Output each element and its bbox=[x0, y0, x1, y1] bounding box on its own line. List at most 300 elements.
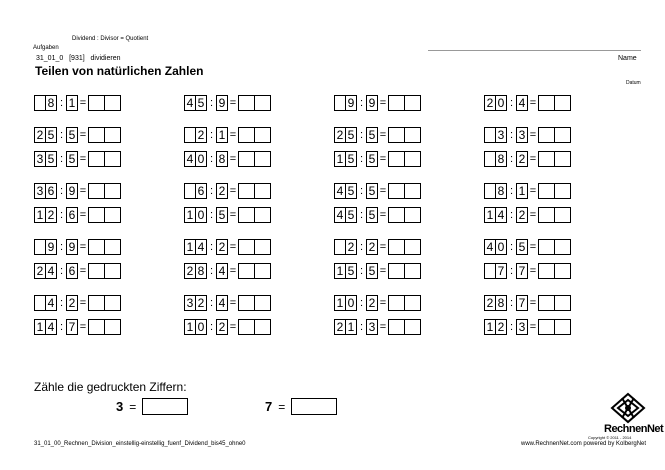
dividend-digit: 4 bbox=[334, 207, 346, 223]
divisor-digit: 5 bbox=[66, 151, 78, 167]
dividend-digit: 0 bbox=[496, 239, 507, 255]
dividend-digit: 4 bbox=[484, 239, 496, 255]
equals-sign: = bbox=[529, 241, 537, 253]
dividend-digit: 8 bbox=[496, 183, 507, 199]
divisor-digit: 5 bbox=[516, 239, 528, 255]
footer-site: www.RechnenNet.com powered by KolbergNet bbox=[521, 441, 647, 447]
exercise bbox=[34, 183, 121, 199]
division-sign: : bbox=[209, 297, 214, 309]
divisor-digit: 2 bbox=[66, 295, 78, 311]
answer-box[interactable] bbox=[555, 127, 571, 143]
equals-sign: = bbox=[79, 185, 87, 197]
divisor-digit: 9 bbox=[216, 95, 228, 111]
answer-box[interactable] bbox=[105, 239, 121, 255]
division-sign: : bbox=[509, 297, 514, 309]
answer-boxes bbox=[88, 95, 121, 111]
dividend-digit bbox=[484, 127, 496, 143]
rechnennet-logo-icon bbox=[610, 392, 646, 424]
answer-boxes bbox=[388, 183, 421, 199]
answer-box[interactable] bbox=[105, 263, 121, 279]
dividend-digit: 1 bbox=[334, 151, 346, 167]
divisor-digit: 5 bbox=[366, 207, 378, 223]
answer-box[interactable] bbox=[255, 319, 271, 335]
division-sign: : bbox=[359, 321, 364, 333]
answer-box[interactable] bbox=[88, 295, 105, 311]
name-label: Name bbox=[618, 55, 637, 62]
dividend-digit: 4 bbox=[196, 239, 207, 255]
exercise bbox=[484, 263, 571, 279]
dividend-digit: 5 bbox=[346, 151, 357, 167]
equals-sign: = bbox=[379, 241, 387, 253]
dividend-digit: 3 bbox=[184, 295, 196, 311]
exercise bbox=[334, 207, 421, 223]
dividend-digit: 4 bbox=[496, 207, 507, 223]
divisor-digit: 6 bbox=[66, 263, 78, 279]
dividend-digit bbox=[34, 239, 46, 255]
answer-box[interactable] bbox=[105, 127, 121, 143]
exercise bbox=[484, 183, 571, 199]
answer-box[interactable] bbox=[555, 239, 571, 255]
division-sign: : bbox=[359, 129, 364, 141]
answer-boxes bbox=[238, 207, 271, 223]
equals-sign: = bbox=[229, 153, 237, 165]
answer-box[interactable] bbox=[255, 95, 271, 111]
answer-box[interactable] bbox=[255, 151, 271, 167]
dividend-digit: 0 bbox=[196, 207, 207, 223]
answer-box[interactable] bbox=[388, 151, 405, 167]
division-sign: : bbox=[59, 241, 64, 253]
dividend-digit: 4 bbox=[46, 295, 57, 311]
answer-box[interactable] bbox=[538, 239, 555, 255]
equals-sign: = bbox=[79, 129, 87, 141]
equals-sign: = bbox=[229, 241, 237, 253]
dividend-digit bbox=[484, 151, 496, 167]
dividend-digit: 5 bbox=[46, 127, 57, 143]
divisor-digit: 7 bbox=[516, 263, 528, 279]
count-digit: 3 bbox=[116, 399, 124, 414]
equals-sign: = bbox=[379, 209, 387, 221]
answer-box[interactable] bbox=[105, 319, 121, 335]
answer-box[interactable] bbox=[388, 295, 405, 311]
answer-box[interactable] bbox=[388, 263, 405, 279]
answer-box[interactable] bbox=[255, 207, 271, 223]
dividend-digit: 1 bbox=[34, 319, 46, 335]
equals-sign: = bbox=[229, 185, 237, 197]
division-sign: : bbox=[209, 153, 214, 165]
answer-box[interactable] bbox=[255, 263, 271, 279]
answer-box[interactable] bbox=[538, 207, 555, 223]
equals-sign: = bbox=[229, 265, 237, 277]
dividend-digit bbox=[484, 183, 496, 199]
answer-boxes bbox=[388, 239, 421, 255]
answer-box[interactable] bbox=[405, 207, 421, 223]
dividend-digit bbox=[34, 95, 46, 111]
divisor-digit: 5 bbox=[366, 151, 378, 167]
divisor-digit: 2 bbox=[216, 239, 228, 255]
dividend-digit: 3 bbox=[496, 127, 507, 143]
dividend-digit bbox=[334, 239, 346, 255]
answer-box[interactable] bbox=[388, 207, 405, 223]
dividend-digit: 2 bbox=[496, 319, 507, 335]
exercise bbox=[334, 151, 421, 167]
answer-box[interactable] bbox=[405, 151, 421, 167]
answer-box[interactable] bbox=[238, 319, 255, 335]
answer-box[interactable] bbox=[538, 183, 555, 199]
answer-boxes bbox=[388, 319, 421, 335]
exercise bbox=[334, 127, 421, 143]
dividend-digit: 0 bbox=[196, 151, 207, 167]
division-sign: : bbox=[359, 265, 364, 277]
dividend-digit: 1 bbox=[334, 295, 346, 311]
answer-box[interactable] bbox=[255, 127, 271, 143]
exercise bbox=[334, 183, 421, 199]
divisor-digit: 5 bbox=[366, 183, 378, 199]
answer-box[interactable] bbox=[88, 239, 105, 255]
equals-sign: = bbox=[79, 241, 87, 253]
answer-boxes bbox=[238, 239, 271, 255]
answer-boxes bbox=[538, 207, 571, 223]
equals-sign: = bbox=[379, 129, 387, 141]
answer-box[interactable] bbox=[555, 319, 571, 335]
exercise bbox=[184, 151, 271, 167]
dividend-digit: 4 bbox=[334, 183, 346, 199]
answer-box[interactable] bbox=[538, 151, 555, 167]
divisor-digit: 3 bbox=[516, 319, 528, 335]
exercise bbox=[484, 95, 571, 111]
count-answer-box[interactable] bbox=[142, 398, 188, 415]
dividend-digit: 2 bbox=[334, 127, 346, 143]
answer-box[interactable] bbox=[238, 127, 255, 143]
formula-hint: Dividend : Divisor = Quotient bbox=[72, 36, 149, 42]
division-sign: : bbox=[59, 129, 64, 141]
division-sign: : bbox=[59, 265, 64, 277]
answer-box[interactable] bbox=[538, 263, 555, 279]
division-sign: : bbox=[509, 97, 514, 109]
count-item-3 bbox=[116, 398, 188, 415]
answer-boxes bbox=[88, 127, 121, 143]
answer-box[interactable] bbox=[105, 183, 121, 199]
division-sign: : bbox=[509, 321, 514, 333]
answer-boxes bbox=[238, 127, 271, 143]
answer-box[interactable] bbox=[88, 127, 105, 143]
answer-box[interactable] bbox=[405, 263, 421, 279]
answer-box[interactable] bbox=[238, 151, 255, 167]
divisor-digit: 7 bbox=[66, 319, 78, 335]
equals-sign: = bbox=[229, 209, 237, 221]
equals-sign: = bbox=[79, 265, 87, 277]
logo-text: RechnenNet bbox=[604, 423, 664, 435]
divisor-digit: 1 bbox=[516, 183, 528, 199]
answer-box[interactable] bbox=[238, 95, 255, 111]
equals-sign: = bbox=[529, 153, 537, 165]
answer-box[interactable] bbox=[105, 295, 121, 311]
answer-box[interactable] bbox=[555, 151, 571, 167]
dividend-digit: 1 bbox=[484, 207, 496, 223]
exercise bbox=[484, 319, 571, 335]
dividend-digit: 5 bbox=[46, 151, 57, 167]
exercise bbox=[184, 295, 271, 311]
division-sign: : bbox=[59, 209, 64, 221]
dividend-digit: 8 bbox=[196, 263, 207, 279]
equals-sign: = bbox=[379, 321, 387, 333]
dividend-digit: 1 bbox=[184, 319, 196, 335]
answer-box[interactable] bbox=[255, 239, 271, 255]
divisor-digit: 5 bbox=[366, 127, 378, 143]
equals-sign: = bbox=[529, 297, 537, 309]
answer-boxes bbox=[538, 319, 571, 335]
date-label: Datum bbox=[626, 80, 641, 86]
dividend-digit: 5 bbox=[196, 95, 207, 111]
answer-box[interactable] bbox=[388, 183, 405, 199]
answer-boxes bbox=[238, 263, 271, 279]
answer-box[interactable] bbox=[255, 183, 271, 199]
dividend-digit: 5 bbox=[346, 263, 357, 279]
division-sign: : bbox=[359, 153, 364, 165]
answer-box[interactable] bbox=[105, 95, 121, 111]
answer-box[interactable] bbox=[538, 295, 555, 311]
exercise bbox=[34, 319, 121, 335]
answer-boxes bbox=[88, 151, 121, 167]
answer-box[interactable] bbox=[405, 127, 421, 143]
answer-boxes bbox=[88, 239, 121, 255]
answer-box[interactable] bbox=[105, 207, 121, 223]
equals-sign: = bbox=[529, 321, 537, 333]
answer-box[interactable] bbox=[88, 151, 105, 167]
dividend-digit: 2 bbox=[484, 95, 496, 111]
division-sign: : bbox=[509, 129, 514, 141]
division-sign: : bbox=[509, 185, 514, 197]
dividend-digit: 2 bbox=[34, 263, 46, 279]
answer-boxes bbox=[238, 95, 271, 111]
answer-boxes bbox=[88, 319, 121, 335]
count-item-7 bbox=[265, 398, 337, 415]
code: 31_01_0 bbox=[36, 55, 64, 62]
equals-sign: = bbox=[79, 97, 87, 109]
answer-boxes bbox=[538, 151, 571, 167]
dividend-digit: 4 bbox=[184, 95, 196, 111]
answer-boxes bbox=[538, 127, 571, 143]
equals-sign: = bbox=[79, 321, 87, 333]
answer-box[interactable] bbox=[405, 295, 421, 311]
answer-boxes bbox=[538, 263, 571, 279]
dividend-digit: 5 bbox=[346, 183, 357, 199]
division-sign: : bbox=[59, 321, 64, 333]
answer-box[interactable] bbox=[555, 95, 571, 111]
exercise bbox=[484, 151, 571, 167]
division-sign: : bbox=[209, 321, 214, 333]
equals-sign: = bbox=[529, 129, 537, 141]
divisor-digit: 9 bbox=[366, 95, 378, 111]
divisor-digit: 1 bbox=[66, 95, 78, 111]
answer-box[interactable] bbox=[388, 95, 405, 111]
answer-box[interactable] bbox=[555, 263, 571, 279]
count-digit: 7 bbox=[265, 399, 273, 414]
divisor-digit: 1 bbox=[216, 127, 228, 143]
divisor-digit: 3 bbox=[516, 127, 528, 143]
answer-boxes bbox=[538, 295, 571, 311]
answer-box[interactable] bbox=[88, 183, 105, 199]
division-sign: : bbox=[59, 153, 64, 165]
divisor-digit: 7 bbox=[516, 295, 528, 311]
dividend-digit: 2 bbox=[46, 207, 57, 223]
exercise bbox=[484, 239, 571, 255]
answer-box[interactable] bbox=[388, 127, 405, 143]
dividend-digit: 2 bbox=[346, 239, 357, 255]
answer-boxes bbox=[238, 151, 271, 167]
dividend-digit: 1 bbox=[184, 207, 196, 223]
answer-box[interactable] bbox=[405, 319, 421, 335]
equals-sign: = bbox=[229, 97, 237, 109]
equals-sign: = bbox=[379, 297, 387, 309]
divisor-digit: 5 bbox=[66, 127, 78, 143]
answer-boxes bbox=[388, 263, 421, 279]
exercise bbox=[334, 239, 421, 255]
count-eq: = bbox=[278, 399, 286, 414]
answer-boxes bbox=[388, 295, 421, 311]
dividend-digit: 6 bbox=[46, 183, 57, 199]
divisor-digit: 9 bbox=[66, 183, 78, 199]
division-sign: : bbox=[209, 241, 214, 253]
divisor-digit: 8 bbox=[216, 151, 228, 167]
divisor-digit: 5 bbox=[366, 263, 378, 279]
division-sign: : bbox=[59, 297, 64, 309]
exercise bbox=[34, 295, 121, 311]
copyright: Copyright © 2011 - 2014 bbox=[588, 435, 632, 440]
name-line bbox=[428, 50, 641, 51]
equals-sign: = bbox=[529, 97, 537, 109]
dividend-digit: 5 bbox=[346, 207, 357, 223]
equals-sign: = bbox=[379, 97, 387, 109]
answer-box[interactable] bbox=[555, 183, 571, 199]
exercise bbox=[184, 319, 271, 335]
exercise bbox=[184, 207, 271, 223]
answer-boxes bbox=[538, 183, 571, 199]
divisor-digit: 2 bbox=[366, 239, 378, 255]
exercise bbox=[184, 183, 271, 199]
count-answer-box[interactable] bbox=[291, 398, 337, 415]
dividend-digit: 0 bbox=[496, 95, 507, 111]
exercise bbox=[34, 239, 121, 255]
exercise bbox=[34, 127, 121, 143]
dividend-digit: 2 bbox=[334, 319, 346, 335]
divisor-digit: 6 bbox=[66, 207, 78, 223]
dividend-digit: 8 bbox=[496, 295, 507, 311]
exercise bbox=[34, 263, 121, 279]
dividend-digit: 3 bbox=[34, 183, 46, 199]
divisor-digit: 4 bbox=[516, 95, 528, 111]
exercise bbox=[334, 263, 421, 279]
division-sign: : bbox=[209, 129, 214, 141]
equals-sign: = bbox=[529, 185, 537, 197]
dividend-digit: 4 bbox=[46, 319, 57, 335]
answer-boxes bbox=[388, 95, 421, 111]
number: [931] bbox=[69, 55, 85, 62]
answer-box[interactable] bbox=[238, 263, 255, 279]
answer-box[interactable] bbox=[388, 239, 405, 255]
division-sign: : bbox=[509, 209, 514, 221]
topic: dividieren bbox=[90, 55, 121, 62]
dividend-digit: 2 bbox=[196, 127, 207, 143]
division-sign: : bbox=[359, 185, 364, 197]
count-eq: = bbox=[129, 399, 137, 414]
dividend-digit: 0 bbox=[196, 319, 207, 335]
answer-box[interactable] bbox=[88, 95, 105, 111]
exercise bbox=[34, 151, 121, 167]
answer-box[interactable] bbox=[238, 207, 255, 223]
divisor-digit: 2 bbox=[366, 295, 378, 311]
answer-box[interactable] bbox=[538, 127, 555, 143]
answer-boxes bbox=[88, 183, 121, 199]
dividend-digit: 9 bbox=[346, 95, 357, 111]
answer-box[interactable] bbox=[555, 295, 571, 311]
answer-box[interactable] bbox=[555, 207, 571, 223]
answer-boxes bbox=[538, 95, 571, 111]
answer-box[interactable] bbox=[405, 95, 421, 111]
equals-sign: = bbox=[529, 265, 537, 277]
answer-box[interactable] bbox=[88, 319, 105, 335]
answer-box[interactable] bbox=[238, 295, 255, 311]
exercise bbox=[184, 239, 271, 255]
answer-boxes bbox=[88, 263, 121, 279]
answer-box[interactable] bbox=[238, 183, 255, 199]
answer-box[interactable] bbox=[105, 151, 121, 167]
footer-filename: 31_01_00_Rechnen_Division_einstellig-einstellig_fuenf_Dividend_bis45_ohne0 bbox=[34, 441, 246, 447]
answer-boxes bbox=[388, 127, 421, 143]
answer-box[interactable] bbox=[88, 263, 105, 279]
dividend-digit: 2 bbox=[196, 295, 207, 311]
answer-boxes bbox=[88, 295, 121, 311]
division-sign: : bbox=[509, 265, 514, 277]
answer-boxes bbox=[238, 183, 271, 199]
answer-boxes bbox=[238, 295, 271, 311]
exercise bbox=[34, 207, 121, 223]
exercise bbox=[34, 95, 121, 111]
equals-sign: = bbox=[79, 297, 87, 309]
answer-box[interactable] bbox=[538, 95, 555, 111]
exercise bbox=[334, 319, 421, 335]
dividend-digit bbox=[34, 295, 46, 311]
equals-sign: = bbox=[229, 321, 237, 333]
divisor-digit: 3 bbox=[366, 319, 378, 335]
answer-box[interactable] bbox=[538, 319, 555, 335]
dividend-digit bbox=[184, 127, 196, 143]
dividend-digit: 9 bbox=[46, 239, 57, 255]
answer-box[interactable] bbox=[405, 183, 421, 199]
division-sign: : bbox=[59, 185, 64, 197]
division-sign: : bbox=[209, 97, 214, 109]
division-sign: : bbox=[209, 209, 214, 221]
answer-box[interactable] bbox=[388, 319, 405, 335]
answer-box[interactable] bbox=[405, 239, 421, 255]
answer-boxes bbox=[538, 239, 571, 255]
answer-box[interactable] bbox=[238, 239, 255, 255]
equals-sign: = bbox=[229, 129, 237, 141]
division-sign: : bbox=[359, 97, 364, 109]
dividend-digit: 4 bbox=[184, 151, 196, 167]
exercise bbox=[334, 295, 421, 311]
dividend-digit bbox=[484, 263, 496, 279]
answer-box[interactable] bbox=[255, 295, 271, 311]
dividend-digit: 0 bbox=[346, 295, 357, 311]
division-sign: : bbox=[359, 297, 364, 309]
equals-sign: = bbox=[379, 185, 387, 197]
dividend-digit: 8 bbox=[46, 95, 57, 111]
equals-sign: = bbox=[229, 297, 237, 309]
answer-box[interactable] bbox=[88, 207, 105, 223]
exercise bbox=[184, 95, 271, 111]
answer-boxes bbox=[388, 151, 421, 167]
dividend-digit: 1 bbox=[34, 207, 46, 223]
